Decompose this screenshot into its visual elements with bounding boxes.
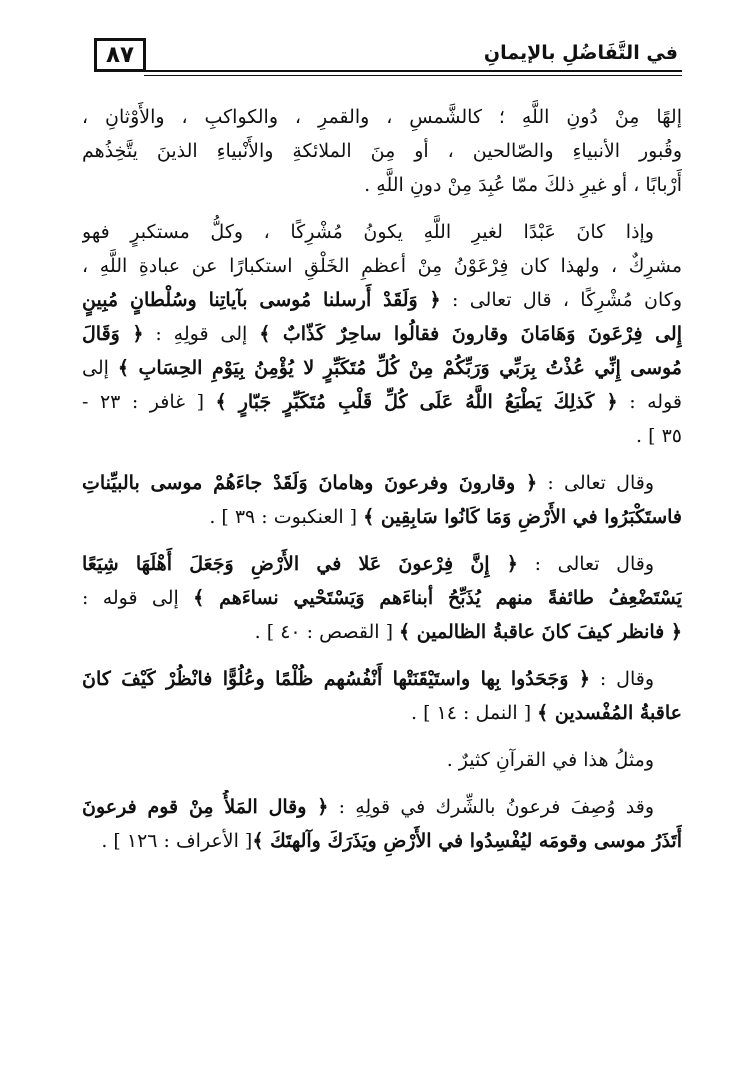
quran-quote: ﴿ إِنَّ فِرْعونَ عَلا في الأَرْضِ وَجَعَلَ أَهْلَهَا شِيَعًا: [82, 553, 518, 575]
body-text: قوله :: [617, 391, 682, 413]
body-text: [ القصص : ٤٠ ] .: [254, 621, 400, 643]
text-line: [82, 824, 682, 858]
paragraph-gap: [82, 202, 682, 215]
body-text: ٣٥ ] .: [636, 425, 682, 447]
text-line: [82, 249, 682, 283]
text-line: [82, 790, 682, 824]
body-text: إلهًا مِنْ دُونِ اللَّهِ ؛ كالشَّمسِ ، والقمرِ ، والكواكبِ ، والأَوْثانِ ،: [82, 106, 682, 128]
quran-quote: مُوسى إِنِّي عُذْتُ بِرَبِّي وَرَبِّكُمْ مِنْ كُلِّ مُتَكَبِّرٍ لا يُؤْمِنُ بِيَوْمِ الحِسَابِ ﴾: [117, 357, 682, 379]
paragraph: [82, 662, 682, 730]
text-line: [82, 351, 682, 385]
quran-quote: فاستَكْبَرُوا في الأَرْضِ وَمَا كَانُوا سَابِقِين ﴾: [363, 506, 682, 528]
paragraph: [82, 100, 682, 202]
paragraph-gap: [82, 777, 682, 790]
paragraph: [82, 790, 682, 858]
quran-quote: ﴿ وقارونَ وفرعونَ وهامانَ وَلَقَدْ جاءَهُمْ موسى بالبيِّناتِ: [82, 472, 538, 494]
header-rule-thin: [144, 75, 682, 76]
body-text: أَرْبابًا ، أو غيرِ ذلكَ ممّا عُبِدَ مِنْ دونِ اللَّهِ .: [364, 174, 682, 196]
text-line: [82, 385, 682, 419]
body-text: ومثلُ هذا في القرآنِ كثيرٌ .: [446, 749, 654, 771]
body-text: مشرِكٌ ، ولهذا كان فِرْعَوْنُ مِنْ أعظمِ الخَلْقِ استكبارًا عن عبادةِ اللَّهِ ،: [82, 255, 682, 277]
text-line: [82, 615, 682, 649]
body-text: وقال :: [590, 668, 654, 690]
body-text: إلى: [82, 357, 118, 379]
paragraph: [82, 466, 682, 534]
text-line: [82, 419, 682, 453]
quran-quote: ﴿ وَقَالَ: [82, 323, 144, 345]
page-header: [78, 34, 682, 78]
text-line: [82, 134, 682, 168]
text-line: [82, 466, 682, 500]
body-text: وقال تعالى :: [537, 472, 654, 494]
body-text: إلى قولِهِ :: [143, 323, 260, 345]
header-rule: [144, 70, 682, 72]
quran-quote: إِلى فِرْعَونَ وَهَامَانَ وقارونَ فقالُوا ساحِرٌ كَذّابٌ ﴾: [259, 323, 682, 345]
body-text: وقُبور الأنبياءِ والصّالحين ، أو مِنَ الملائكةِ والأَنْبياءِ الذينَ يتَّخِذُهم: [82, 140, 682, 162]
paragraph: [82, 547, 682, 649]
text-line: [82, 317, 682, 351]
text-line: [82, 662, 682, 696]
page-number: ٨٧: [94, 38, 146, 72]
body-text: [ النمل : ١٤ ] .: [411, 702, 538, 724]
paragraph-gap: [82, 730, 682, 743]
body-text: [ غافر : ٢٣ -: [82, 391, 216, 413]
body-text: [ الأعراف : ١٢٦ ] .: [101, 830, 253, 852]
quran-quote: ﴿ كَذلِكَ يَطْبَعُ اللَّهُ عَلَى كُلِّ قَلْبِ مُتَكَبِّرٍ جَبّارٍ ﴾: [215, 391, 618, 413]
quran-quote: ﴿ فانظر كيفَ كانَ عاقبةُ الظالمين ﴾: [399, 621, 682, 643]
text-line: [82, 547, 682, 581]
quran-quote: يَسْتَضْعِفُ طائفةً منهم يُذَبِّحُ أبناءَهم وَيَسْتَحْيي نساءَهم ﴾: [193, 587, 682, 609]
text-line: [82, 100, 682, 134]
body-text: [ العنكبوت : ٣٩ ] .: [209, 506, 364, 528]
body-text: وقال تعالى :: [517, 553, 654, 575]
body-text: وكان مُشْرِكًا ، قال تعالى :: [440, 289, 682, 311]
body-text: وإذا كانَ عَبْدًا لغيرِ اللَّهِ يكونُ مُشْرِكًا ، وكلُّ مستكبرٍ فهو: [82, 221, 654, 243]
paragraph-gap: [82, 534, 682, 547]
text-line: [82, 696, 682, 730]
paragraph-gap: [82, 649, 682, 662]
text-line: [82, 215, 682, 249]
text-line: [82, 283, 682, 317]
text-line: [82, 168, 682, 202]
paragraph-gap: [82, 453, 682, 466]
text-line: [82, 581, 682, 615]
text-line: [82, 743, 682, 777]
paragraph: [82, 215, 682, 453]
quran-quote: ﴿ وَجَحَدُوا بِها واستَيْقَنَتْها أَنْفُسُهم ظُلْمًا وعُلُوًّا فانْظُرْ كَيْفَ كانَ: [82, 668, 591, 690]
quran-quote: ﴿ وقال المَلأُ مِنْ قوم فرعونَ: [82, 796, 329, 818]
text-line: [82, 500, 682, 534]
quran-quote: ﴿ وَلَقَدْ أَرسلنا مُوسى بآياتِنا وسُلْطانٍ مُبِينٍ: [82, 289, 441, 311]
quran-quote: أَتَذَرُ موسى وقومَه ليُفْسِدُوا في الأَرْضِ ويَذَرَكَ وآلهتَكَ ﴾: [252, 830, 682, 852]
running-title: في التَّفَاضُلِ بالإيمانِ: [483, 42, 678, 64]
page-body: [82, 100, 682, 858]
body-text: وقد وُصِفَ فرعونُ بالشِّرك في قولِهِ :: [328, 796, 655, 818]
quran-quote: عاقبةُ المُفْسدين ﴾: [537, 702, 682, 724]
paragraph: [82, 743, 682, 777]
body-text: إلى قوله :: [82, 587, 194, 609]
